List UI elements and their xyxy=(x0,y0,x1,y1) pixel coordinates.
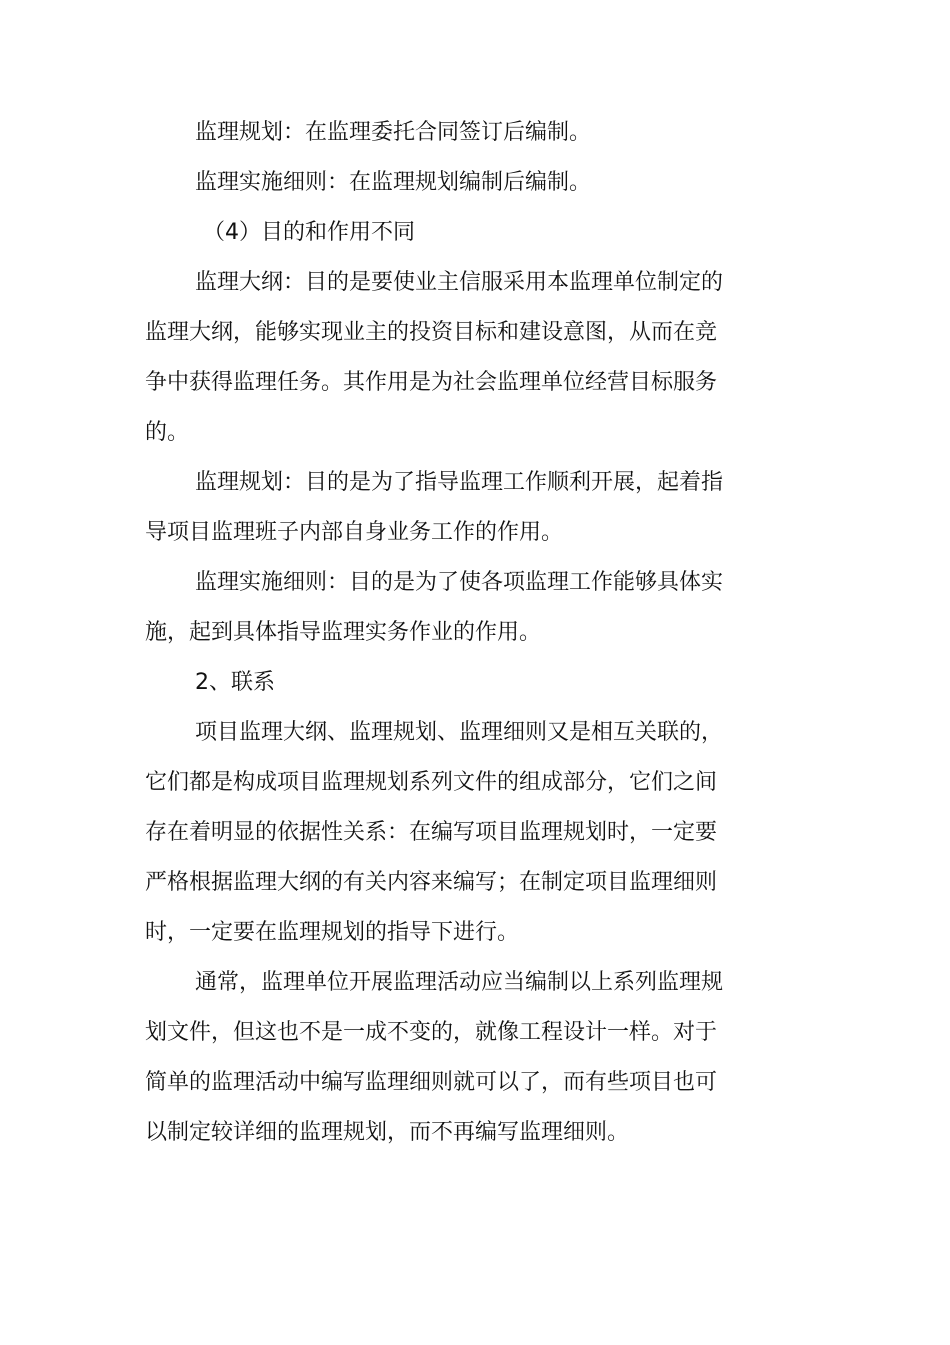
text-line: 以制定较详细的监理规划，而不再编写监理细则。 xyxy=(145,1120,630,1145)
section-heading: （4）目的和作用不同 xyxy=(203,220,415,245)
paragraph-detail-timing xyxy=(145,158,745,208)
text-line: 的。 xyxy=(145,420,190,445)
text-line: 监理实施细则：在监理规划编制后编制。 xyxy=(195,170,592,195)
text-line: 划文件，但这也不是一成不变的，就像工程设计一样。对于 xyxy=(145,1020,718,1045)
text-line: 简单的监理活动中编写监理细则就可以了，而有些项目也可 xyxy=(145,1070,718,1095)
text-line: 监理大纲：目的是要使业主信服采用本监理单位制定的 xyxy=(195,270,724,295)
paragraph-relation xyxy=(145,708,745,958)
paragraph-outline-purpose xyxy=(145,258,745,458)
text-line: 监理规划：在监理委托合同签订后编制。 xyxy=(195,120,592,145)
text-line: 项目监理大纲、监理规划、监理细则又是相互关联的， xyxy=(195,720,724,745)
text-line: 监理规划：目的是为了指导监理工作顺利开展，起着指 xyxy=(195,470,724,495)
text-line: 监理大纲，能够实现业主的投资目标和建设意图，从而在竞 xyxy=(145,320,718,345)
text-line: 时，一定要在监理规划的指导下进行。 xyxy=(145,920,520,945)
paragraph-detail-purpose xyxy=(145,558,745,658)
text-line: 导项目监理班子内部自身业务工作的作用。 xyxy=(145,520,564,545)
text-line: 它们都是构成项目监理规划系列文件的组成部分，它们之间 xyxy=(145,770,718,795)
section-heading-2 xyxy=(145,658,745,708)
section-heading: 2、联系 xyxy=(195,670,275,695)
text-line: 存在着明显的依据性关系：在编写项目监理规划时，一定要 xyxy=(145,820,718,845)
paragraph-plan-timing xyxy=(145,108,745,158)
paragraph-conclusion xyxy=(145,958,745,1158)
text-line: 监理实施细则：目的是为了使各项监理工作能够具体实 xyxy=(195,570,724,595)
text-line: 通常，监理单位开展监理活动应当编制以上系列监理规 xyxy=(195,970,724,995)
text-line: 施，起到具体指导监理实务作业的作用。 xyxy=(145,620,542,645)
paragraph-plan-purpose xyxy=(145,458,745,558)
text-line: 争中获得监理任务。其作用是为社会监理单位经营目标服务 xyxy=(145,370,718,395)
document-body xyxy=(145,108,745,1158)
text-line: 严格根据监理大纲的有关内容来编写；在制定项目监理细则 xyxy=(145,870,718,895)
section-heading-4 xyxy=(145,208,745,258)
